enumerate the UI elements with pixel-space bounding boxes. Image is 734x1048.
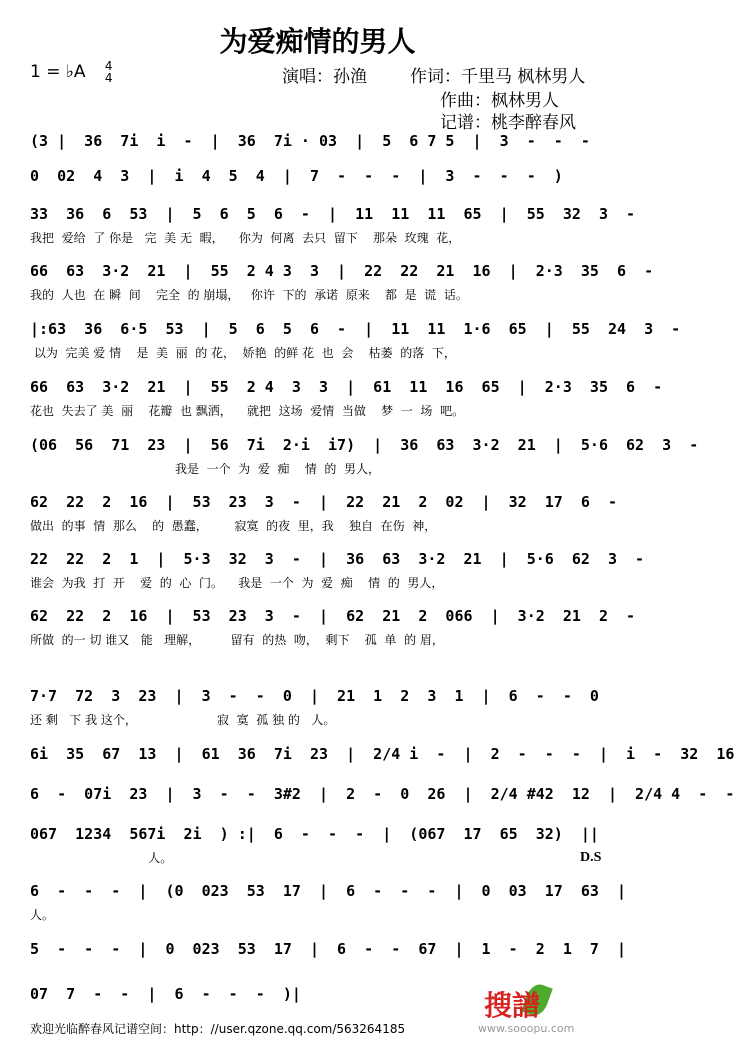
notation-row: 6 - - - | (0 023 53 17 | 6 - - - | 0 03 17 63 | xyxy=(30,882,627,900)
lyric-row: 人。 xyxy=(30,851,173,865)
lyric-row: 我把 爱给 了 你是 完 美 无 暇， 你为 何离 去只 留下 那朵 玫瑰 花， xyxy=(30,231,461,245)
notation-row: 33 36 6 53 | 5 6 5 6 - | 11 11 11 65 | 55 32 3 - xyxy=(30,205,636,223)
logo-url: www.sooopu.com xyxy=(478,1022,575,1035)
lyric-row: 所做 的一 切 谁又 能 理解， 留有 的热 吻， 剩下 孤 单 的 眉， xyxy=(30,633,444,647)
notation-row: |:63 36 6·5 53 | 5 6 5 6 - | 11 11 1·6 65 | 55 24 3 - xyxy=(30,320,681,338)
notation-row: 6i 35 67 13 | 61 36 7i 23 | 2/4 i - | 2 - - - | i - 32 16 xyxy=(30,745,734,763)
lyric-row: 还 剩 下 我 这个， 寂 寞 孤 独 的 人。 xyxy=(30,713,336,727)
time-sig-top: 4 xyxy=(104,59,113,73)
lyric-row: 以为 完美 爱 情 是 美 丽 的 花， 娇艳 的鲜 花 也 会 枯萎 的落 下， xyxy=(30,346,456,360)
notation-row: 66 63 3·2 21 | 55 2 4 3 3 | 61 11 16 65 | 2·3 35 6 - xyxy=(30,378,663,396)
singer-credit: 演唱：孙渔 xyxy=(282,67,367,87)
notation-row: 6 - 07i 23 | 3 - - 3#2 | 2 - 0 26 | 2/4 #42 12 | 2/4 4 - - xyxy=(30,785,734,803)
notation-row: (3 | 36 7i i - | 36 7i · 03 | 5 6 7 5 | 3 - - - xyxy=(30,132,590,150)
notation-row: 7·7 72 3 23 | 3 - - 0 | 21 1 2 3 1 | 6 - - 0 xyxy=(30,687,599,705)
time-signature xyxy=(105,60,113,84)
transcriber-credit: 记谱：桃李醉春风 xyxy=(440,113,576,133)
logo-text: 搜譜 xyxy=(484,989,541,1022)
notation-row: 07 7 - - | 6 - - - )| xyxy=(30,985,301,1003)
notation-row: 62 22 2 16 | 53 23 3 - | 62 21 2 066 | 3·2 21 2 - xyxy=(30,607,636,625)
sooopu-logo xyxy=(478,980,608,1040)
footer-text: 欢迎光临醉春风记谱空间：http：//user.qzone.qq.com/563264185 xyxy=(30,1022,406,1036)
time-sig-bottom: 4 xyxy=(104,71,113,85)
lyric-row: 我的 人也 在 瞬 间 完全 的 崩塌， 你许 下的 承诺 原来 都 是 谎 话。 xyxy=(30,288,468,302)
key-label: 1 = ♭A xyxy=(30,62,86,82)
notation-row: 22 22 2 1 | 5·3 32 3 - | 36 63 3·2 21 | 5·6 62 3 - xyxy=(30,550,645,568)
notation-row: 5 - - - | 0 023 53 17 | 6 - - 67 | 1 - 2 1 7 | xyxy=(30,940,627,958)
ds-marking: D.S xyxy=(580,850,602,865)
lyric-row: 我是 一个 为 爱 痴 情 的 男人， xyxy=(30,462,380,476)
lyric-row: 谁会 为我 打 开 爱 的 心 门。 我是 一个 为 爱 痴 情 的 男人， xyxy=(30,576,444,590)
lyric-row: 花也 失去了 美 丽 花瓣 也 飘洒， 就把 这场 爱情 当做 梦 一 场 吧。 xyxy=(30,404,465,418)
notation-row: 62 22 2 16 | 53 23 3 - | 22 21 2 02 | 32 17 6 - xyxy=(30,493,617,511)
notation-row: 0 02 4 3 | i 4 5 4 | 7 - - - | 3 - - - ) xyxy=(30,167,563,185)
notation-row: 66 63 3·2 21 | 55 2 4 3 3 | 22 22 21 16 | 2·3 35 6 - xyxy=(30,262,654,280)
notation-row: 067 1234 567i 2i ) :| 6 - - - | (067 17 65 32) || xyxy=(30,825,599,843)
lyric-row: 人。 xyxy=(30,908,55,922)
notation-row: (06 56 71 23 | 56 7i 2·i i7) | 36 63 3·2 21 | 5·6 62 3 - xyxy=(30,436,699,454)
lyricist-credit: 作词：千里马 枫林男人 xyxy=(410,67,586,87)
song-title: 为爱痴情的男人 xyxy=(219,25,416,58)
lyric-row: 做出 的事 情 那么 的 愚蠢， 寂寞 的夜 里，我 独自 在伤 神， xyxy=(30,519,437,533)
key-signature xyxy=(30,60,113,84)
composer-credit: 作曲：枫林男人 xyxy=(440,91,559,111)
